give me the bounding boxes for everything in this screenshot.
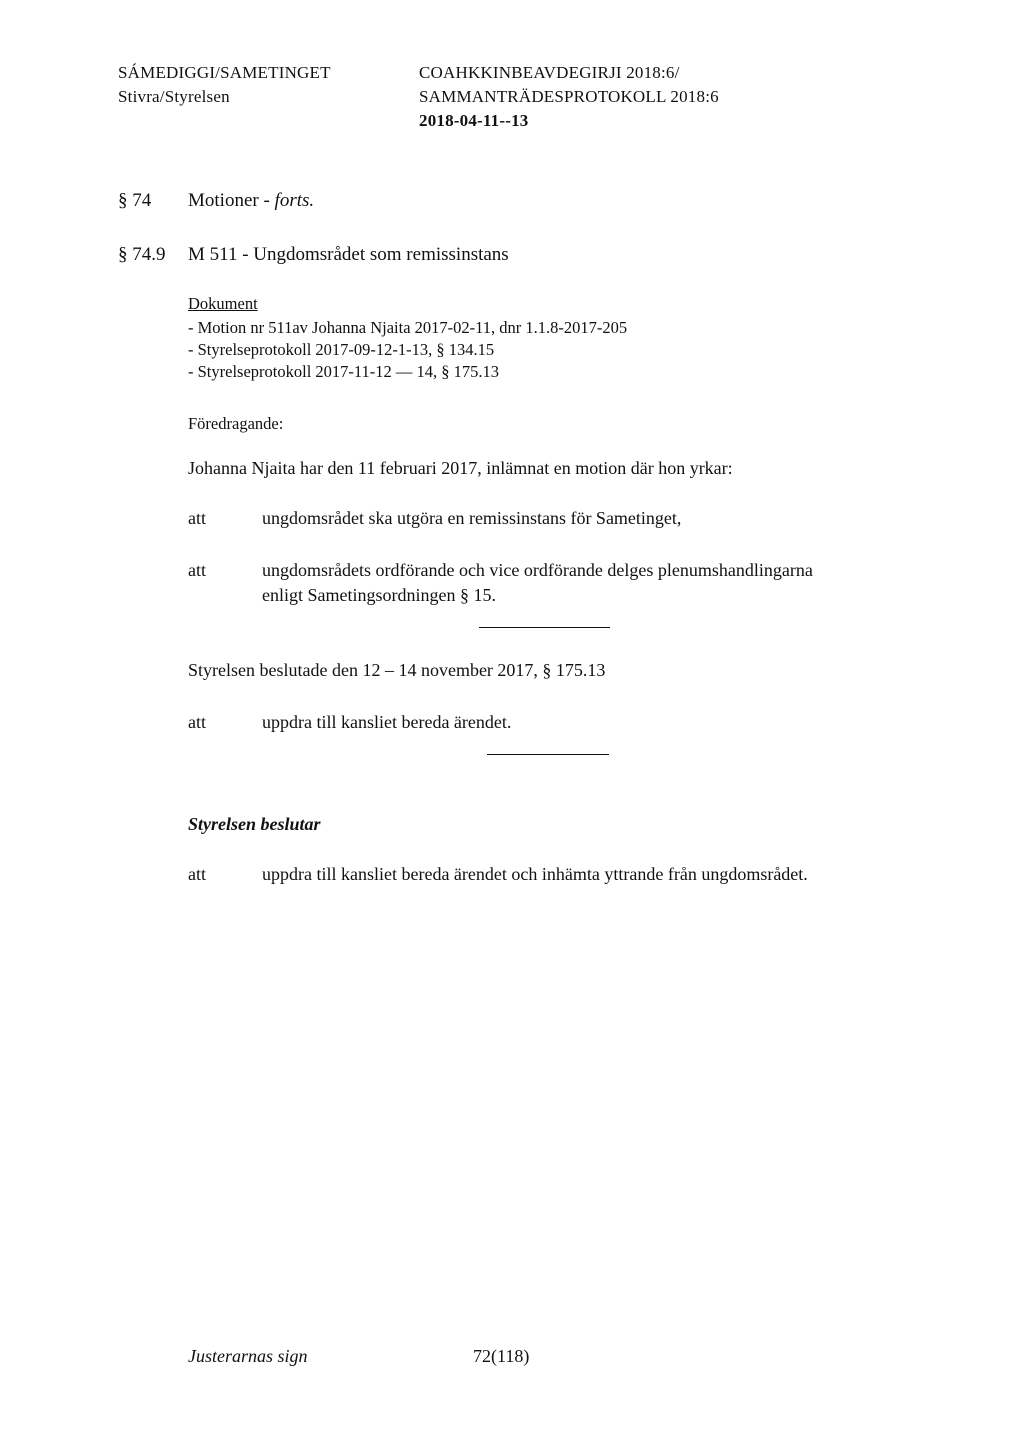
claim-text: ungdomsrådet ska utgöra en remissinstans för Sametinget,	[262, 508, 682, 528]
section-number: § 74	[118, 190, 152, 211]
decision-prefix: att	[188, 864, 206, 884]
presenter-label: Föredragande:	[188, 414, 284, 433]
claim-prefix: att	[188, 508, 206, 528]
previous-decision-prefix: att	[188, 712, 206, 732]
subsection-title: M 511 - Ungdomsrådet som remissinstans	[188, 244, 509, 265]
decision-heading: Styrelsen beslutar	[188, 814, 321, 834]
documents-heading: Dokument	[188, 294, 258, 313]
document-item: - Styrelseprotokoll 2017-09-12-1-13, § 134.15	[188, 340, 495, 359]
decision-text: uppdra till kansliet bereda ärendet och inhämta yttrande från ungdomsrådet.	[262, 864, 808, 884]
section-title: Motioner - forts.	[188, 190, 315, 211]
org-name: SÁMEDIGGI/SAMETINGET	[118, 63, 331, 82]
claim-prefix: att	[188, 560, 206, 580]
previous-decision-text: uppdra till kansliet bereda ärendet.	[262, 712, 512, 732]
claim-text-continued: enligt Sametingsordningen § 15.	[262, 585, 496, 605]
document-item: - Motion nr 511av Johanna Njaita 2017-02-11, dnr 1.1.8-2017-205	[188, 318, 628, 337]
separator-line	[487, 754, 609, 755]
claim-text: ungdomsrådets ordförande och vice ordförande delges plenumshandlingarna	[262, 560, 813, 580]
protocol-title: COAHKKINBEAVDEGIRJI 2018:6/	[419, 63, 680, 82]
motion-intro: Johanna Njaita har den 11 februari 2017, inlämnat en motion där hon yrkar:	[188, 458, 733, 478]
protocol-title-swedish: SAMMANTRÄDESPROTOKOLL 2018:6	[419, 87, 719, 106]
signature-label: Justerarnas sign	[188, 1346, 308, 1366]
separator-line	[479, 627, 610, 628]
protocol-date: 2018-04-11--13	[419, 111, 529, 130]
page-number: 72(118)	[473, 1346, 530, 1366]
previous-decision-heading: Styrelsen beslutade den 12 – 14 november 2017, § 175.13	[188, 660, 606, 680]
section-title-suffix: forts.	[274, 190, 315, 211]
document-item: - Styrelseprotokoll 2017-11-12 — 14, § 175.13	[188, 362, 500, 381]
subsection-number: § 74.9	[118, 244, 166, 265]
org-unit: Stivra/Styrelsen	[118, 87, 230, 106]
